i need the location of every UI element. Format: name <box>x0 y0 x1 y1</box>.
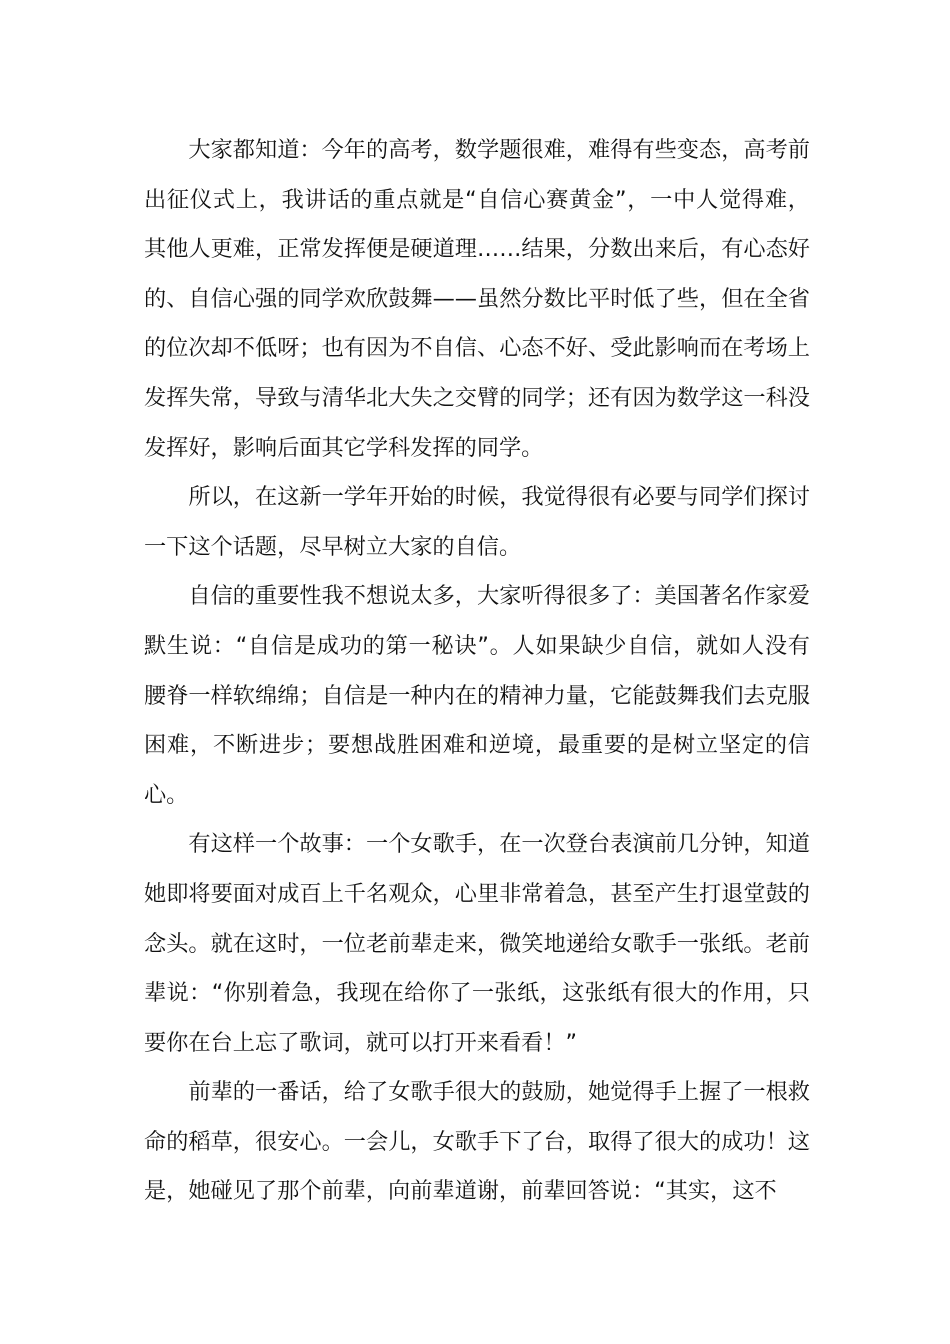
paragraph-3: 自信的重要性我不想说太多，大家听得很多了：美国著名作家爱默生说：“自信是成功的第一秘诀”。人如果缺少自信，就如人没有腰脊一样软绵绵；自信是一种内在的精神力量，它能鼓舞我们去克服困难，不断进步；要想战胜困难和逆境，最重要的是树立坚定的信心。 <box>144 583 810 808</box>
paragraph-1: 大家都知道：今年的高考，数学题很难，难得有些变态，高考前出征仪式上，我讲话的重点就是“自信心赛黄金”，一中人觉得难，其他人更难，正常发挥便是硬道理……结果，分数出来后，有心态好的、自信心强的同学欢欣鼓舞——虽然分数比平时低了些，但在全省的位次却不低呀；也有因为不自信、心态不好、受此影响而在考场上发挥失常，导致与清华北大失之交臂的同学；还有因为数学这一科没发挥好，影响后面其它学科发挥的同学。 <box>144 137 810 461</box>
document-body <box>144 126 810 1217</box>
paragraph-4: 有这样一个故事：一个女歌手，在一次登台表演前几分钟，知道她即将要面对成百上千名观众，心里非常着急，甚至产生打退堂鼓的念头。就在这时，一位老前辈走来，微笑地递给女歌手一张纸。老前辈说：“你别着急，我现在给你了一张纸，这张纸有很大的作用，只要你在台上忘了歌词，就可以打开来看看！” <box>144 831 810 1056</box>
paragraph-5: 前辈的一番话，给了女歌手很大的鼓励，她觉得手上握了一根救命的稻草，很安心。一会儿，女歌手下了台，取得了很大的成功！这是，她碰见了那个前辈，向前辈道谢，前辈回答说：“其实，这不 <box>144 1079 810 1205</box>
paragraph-2: 所以，在这新一学年开始的时候，我觉得很有必要与同学们探讨一下这个话题，尽早树立大家的自信。 <box>144 484 810 560</box>
